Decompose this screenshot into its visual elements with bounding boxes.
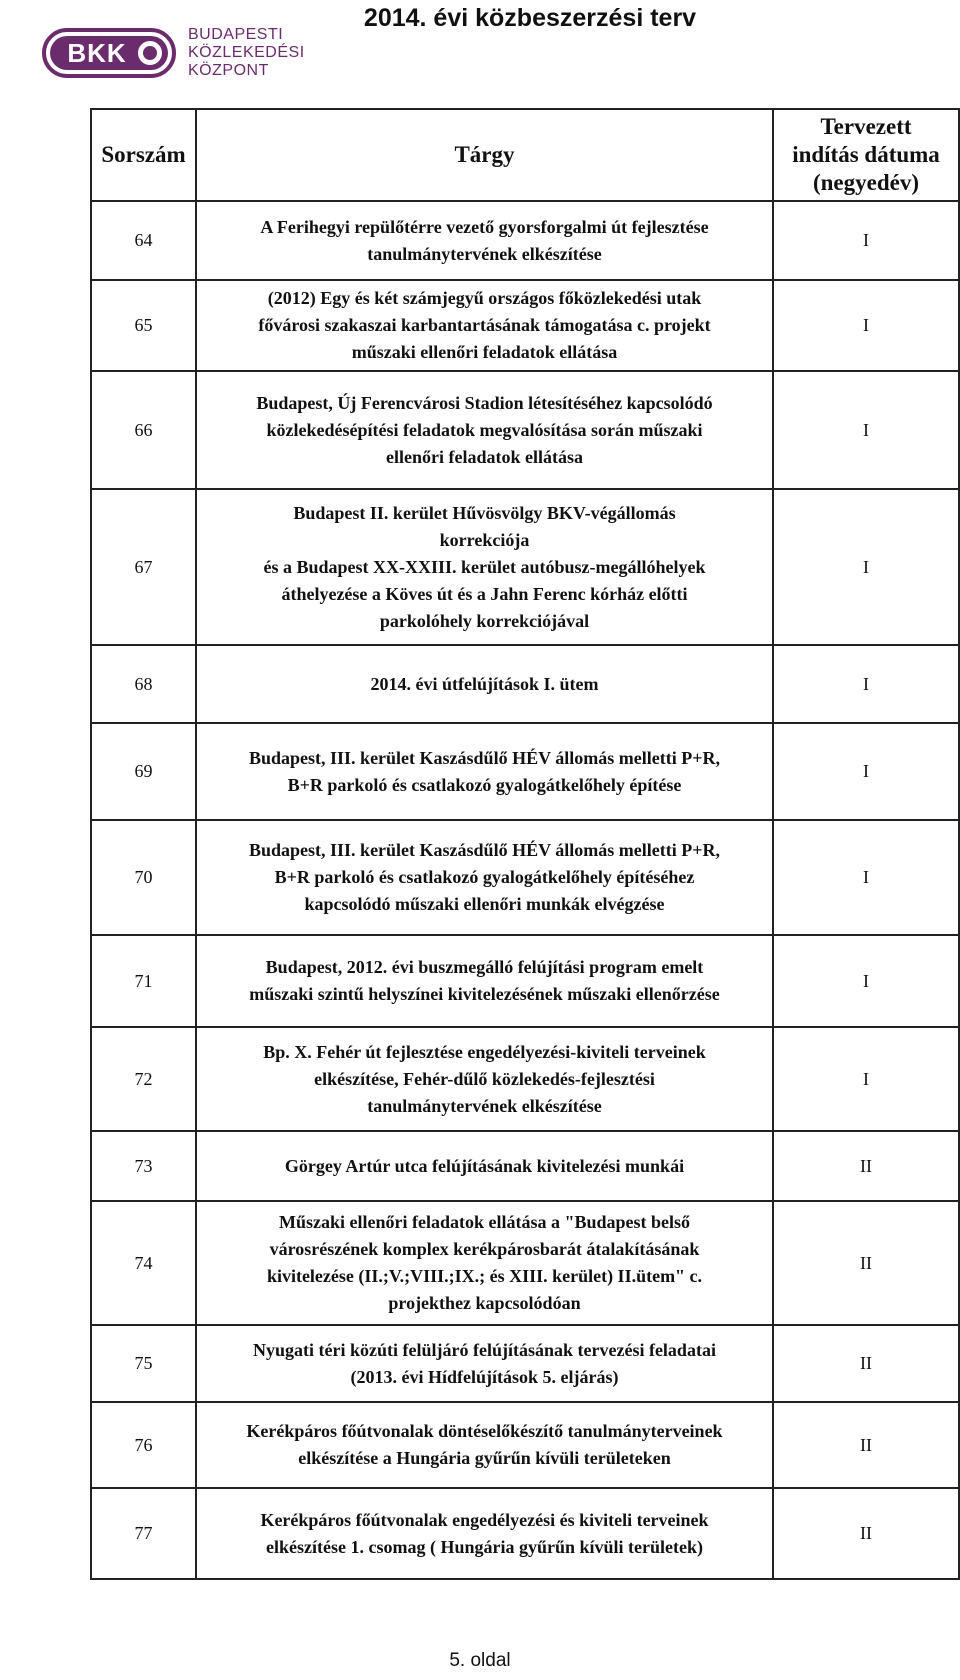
row-subject-line: B+R parkoló és csatlakozó gyalogátkelőhely építéséhez [274,867,695,887]
row-subject [196,1402,773,1488]
row-subject-line: Budapest II. kerület Hűvösvölgy BKV-végállomás [293,502,676,523]
row-subject-line: Budapest, III. kerület Kaszásdűlő HÉV állomás melletti P+R, [249,747,720,768]
row-number: 74 [91,1201,196,1325]
row-subject [196,820,773,935]
logo-line: KÖZLEKEDÉSI [188,44,305,61]
header-date-line: indítás dátuma [792,142,940,167]
row-subject-line: kapcsolódó műszaki ellenőri munkák elvégzése [304,894,665,914]
logo-line: BUDAPESTI [188,26,284,43]
logo-line: KÖZPONT [188,62,269,79]
document-title: 2014. évi közbeszerzési terv [363,4,697,32]
table-row [91,1402,959,1488]
row-quarter: I [773,723,959,820]
row-subject-line: B+R parkoló és csatlakozó gyalogátkelőhely építése [287,774,682,795]
bkk-logo-ring-icon [138,41,162,65]
table-row [91,371,959,489]
row-number: 66 [91,371,196,489]
row-number: 70 [91,820,196,935]
row-number: 73 [91,1131,196,1201]
row-subject-line: Műszaki ellenőri feladatok ellátása a "Budapest belső [278,1212,690,1232]
row-number: 72 [91,1027,196,1131]
row-subject-line: tanulmánytervének elkészítése [367,243,602,264]
bkk-logo [42,24,322,86]
table-row [91,1131,959,1201]
row-subject-line: műszaki ellenőri feladatok ellátása [351,342,618,362]
row-quarter: I [773,935,959,1027]
row-subject-line: és a Budapest XX-XXIII. kerület autóbusz-megállóhelyek [263,556,706,577]
row-subject-line: fővárosi szakaszai karbantartásának támogatása c. projekt [258,315,711,335]
row-number: 64 [91,201,196,280]
table-row [91,723,959,820]
row-subject-line: Budapest, III. kerület Kaszásdűlő HÉV állomás melletti P+R, [249,840,720,860]
row-subject-line: Nyugati téri közúti felüljáró felújításának tervezési feladatai [253,1339,716,1360]
row-quarter: II [773,1325,959,1402]
row-quarter: I [773,371,959,489]
row-subject [196,489,773,645]
row-subject-line: Budapest, Új Ferencvárosi Stadion létesítéséhez kapcsolódó [256,392,713,413]
row-subject-line: ellenőri feladatok ellátása [386,446,583,467]
row-subject-line: műszaki szintű helyszínei kivitelezésének műszaki ellenőrzése [249,984,720,1004]
table-body [91,201,959,1579]
row-subject-line: 2014. évi útfelújítások I. ütem [370,673,599,694]
row-subject-line: kivitelezése (II.;V.;VIII.;IX.; és XIII. kerület) II.ütem" c. [266,1266,703,1286]
row-subject [196,371,773,489]
row-quarter: I [773,280,959,371]
row-quarter: I [773,820,959,935]
row-subject-line: Kerékpáros főútvonalak döntéselőkészítő tanulmányterveinek [246,1421,723,1441]
row-subject [196,723,773,820]
row-quarter: I [773,489,959,645]
header-subject: Tárgy [196,109,773,201]
row-subject-line: korrekciója [439,529,530,550]
table-row [91,1488,959,1579]
row-subject-line: A Ferihegyi repülőtérre vezető gyorsforgalmi út fejlesztése [260,216,709,237]
row-subject-line: Budapest, 2012. évi buszmegálló felújítási program emelt [265,957,704,977]
row-subject-line: parkolóhely korrekciójával [379,610,590,631]
row-subject-line: Bp. X. Fehér út fejlesztése engedélyezési-kiviteli terveinek [263,1041,706,1062]
row-quarter: I [773,1027,959,1131]
row-subject [196,1131,773,1201]
table-row [91,820,959,935]
row-quarter: I [773,645,959,723]
row-quarter: II [773,1131,959,1201]
row-subject-line: Görgey Artúr utca felújításának kivitelezési munkái [284,1155,685,1176]
row-subject-line: elkészítése a Hungária gyűrűn kívüli területeken [298,1448,671,1468]
row-subject [196,280,773,371]
row-number: 65 [91,280,196,371]
table-row [91,280,959,371]
row-quarter: II [773,1201,959,1325]
row-quarter: I [773,201,959,280]
row-number: 76 [91,1402,196,1488]
bkk-logo-wordmark [188,26,305,80]
row-number: 67 [91,489,196,645]
row-subject-line: (2013. évi Hídfelújítások 5. eljárás) [350,1366,619,1387]
row-number: 77 [91,1488,196,1579]
row-subject [196,1488,773,1579]
row-subject-line: tanulmánytervének elkészítése [367,1095,602,1116]
table-row [91,1325,959,1402]
bkk-logo-letters: BKK [67,37,127,68]
table-header-row [91,109,959,201]
row-subject-line: projekthez kapcsolódóan [388,1293,581,1313]
table-row [91,645,959,723]
header-number: Sorszám [91,109,196,201]
row-subject-line: áthelyezése a Köves út és a Jahn Ferenc kórház előtti [281,583,688,604]
row-subject-line: (2012) Egy és két számjegyű országos főközlekedési utak [267,288,702,308]
table-row [91,489,959,645]
row-subject [196,645,773,723]
row-subject [196,1201,773,1325]
table-row [91,201,959,280]
row-quarter: II [773,1402,959,1488]
row-subject [196,1027,773,1131]
header-date-line: Tervezett [820,114,912,139]
row-subject-line: elkészítése 1. csomag ( Hungária gyűrűn kívüli területek) [266,1536,703,1557]
bkk-logo-badge [42,28,176,78]
row-subject [196,1325,773,1402]
row-subject-line: városrészének komplex kerékpárosbarát átalakításának [269,1239,700,1259]
table-row [91,1201,959,1325]
row-subject-line: Kerékpáros főútvonalak engedélyezési és kiviteli terveinek [260,1509,709,1530]
row-subject [196,201,773,280]
row-number: 69 [91,723,196,820]
row-number: 75 [91,1325,196,1402]
row-number: 71 [91,935,196,1027]
page-number: 5. oldal [449,1650,511,1671]
row-subject [196,935,773,1027]
row-subject-line: elkészítése, Fehér-dűlő közlekedés-fejlesztési [314,1068,655,1089]
row-subject-line: közlekedésépítési feladatok megvalósítása során műszaki [266,419,703,440]
table-row [91,1027,959,1131]
header-date-line: (negyedév) [812,170,920,195]
procurement-plan-table [90,108,960,1580]
header-date [773,109,959,201]
table-row [91,935,959,1027]
row-number: 68 [91,645,196,723]
row-quarter: II [773,1488,959,1579]
